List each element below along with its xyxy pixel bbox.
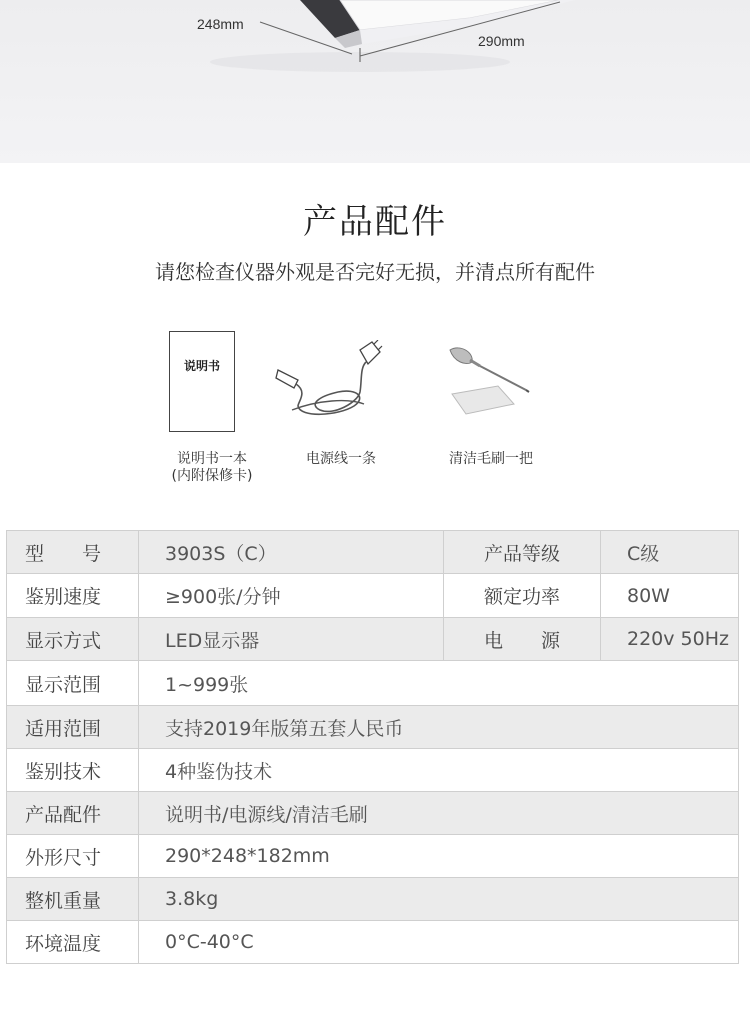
accessory-brush bbox=[426, 451, 556, 468]
table-row bbox=[7, 749, 739, 792]
spec-key: 产品配件 bbox=[7, 792, 139, 835]
spec-key-grade: 产品等级 bbox=[444, 531, 601, 574]
accessory-cable bbox=[286, 451, 396, 468]
spec-value-speed: ≥900张/分钟 bbox=[139, 574, 444, 618]
spec-value-grade: C级 bbox=[601, 531, 739, 574]
cleaning-brush-icon bbox=[444, 346, 534, 418]
length-dimension-label: 290mm bbox=[478, 33, 525, 49]
manual-icon bbox=[169, 331, 235, 432]
spec-key-display: 显示方式 bbox=[7, 618, 139, 661]
table-row bbox=[7, 661, 739, 706]
spec-key-power: 额定功率 bbox=[444, 574, 601, 618]
accessory-cable-label: 电源线一条 bbox=[306, 451, 376, 467]
spec-key: 环境温度 bbox=[7, 921, 139, 964]
spec-value: 1~999张 bbox=[139, 661, 739, 706]
spec-value: 支持2019年版第五套人民币 bbox=[139, 706, 739, 749]
spec-value: 0°C-40°C bbox=[139, 921, 739, 964]
spec-key: 显示范围 bbox=[7, 661, 139, 706]
spec-value-model: 3903S（C） bbox=[139, 531, 444, 574]
table-row bbox=[7, 878, 739, 921]
product-photo bbox=[0, 0, 750, 163]
width-dimension-label: 248mm bbox=[197, 16, 244, 32]
spec-key-supply: 电 源 bbox=[444, 618, 601, 661]
table-row bbox=[7, 531, 739, 574]
spec-key: 鉴别技术 bbox=[7, 749, 139, 792]
spec-value: 说明书/电源线/清洁毛刷 bbox=[139, 792, 739, 835]
table-row bbox=[7, 574, 739, 618]
accessory-manual-note: (内附保修卡) bbox=[171, 468, 253, 484]
table-row bbox=[7, 792, 739, 835]
table-row bbox=[7, 706, 739, 749]
accessory-manual bbox=[150, 451, 274, 485]
spec-value: 4种鉴伪技术 bbox=[139, 749, 739, 792]
accessory-manual-label: 说明书一本 bbox=[177, 451, 247, 467]
accessory-brush-label: 清洁毛刷一把 bbox=[449, 451, 533, 467]
spec-value-display: LED显示器 bbox=[139, 618, 444, 661]
table-row bbox=[7, 618, 739, 661]
spec-value-supply: 220v 50Hz bbox=[601, 618, 739, 661]
spec-key: 外形尺寸 bbox=[7, 835, 139, 878]
spec-key: 整机重量 bbox=[7, 878, 139, 921]
table-row bbox=[7, 921, 739, 964]
spec-value-power: 80W bbox=[601, 574, 739, 618]
spec-key-speed: 鉴别速度 bbox=[7, 574, 139, 618]
section-title: 产品配件 bbox=[303, 202, 447, 242]
table-row bbox=[7, 835, 739, 878]
power-cable-icon bbox=[268, 340, 388, 422]
spec-key-model: 型 号 bbox=[7, 531, 139, 574]
section-subtitle: 请您检查仪器外观是否完好无损，并清点所有配件 bbox=[155, 260, 595, 284]
spec-value: 3.8kg bbox=[139, 878, 739, 921]
product-machine-image bbox=[0, 0, 750, 163]
manual-cover-text: 说明书 bbox=[183, 359, 220, 373]
spec-table bbox=[6, 530, 739, 964]
spec-key: 适用范围 bbox=[7, 706, 139, 749]
spec-value: 290*248*182mm bbox=[139, 835, 739, 878]
